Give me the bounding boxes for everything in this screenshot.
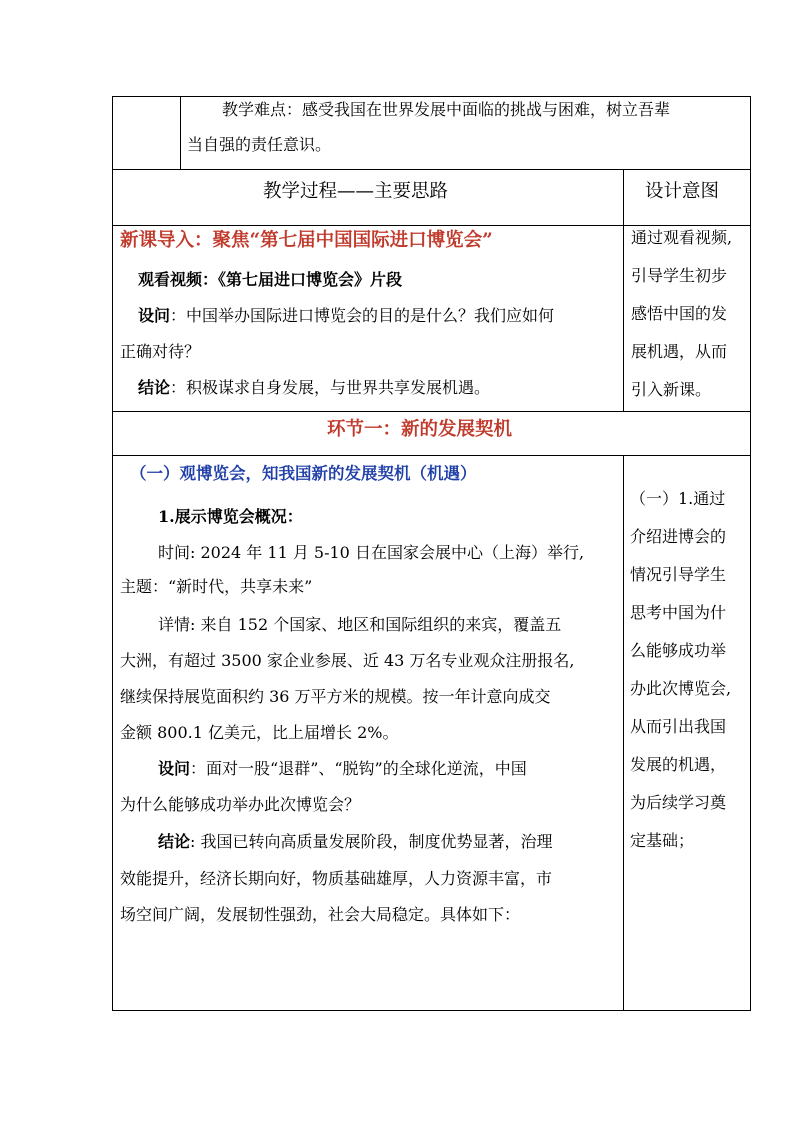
detail-label: 详情 [158, 615, 191, 634]
intent-line: 感悟中国的发 [631, 304, 728, 323]
table-border-left [112, 96, 113, 1011]
table-col-divider [623, 455, 624, 1011]
conclusion-text: : 我国已转向高质量发展阶段，制度优势显著，治理 [190, 832, 553, 851]
intro-video [138, 270, 402, 290]
intro-question-line-1 [138, 306, 554, 326]
part1-time [158, 543, 584, 563]
part1-detail-line-4: 金额 800.1 亿美元，比上届增长 2%。 [120, 723, 399, 742]
intent-line: 思考中国为什 [630, 603, 727, 622]
intent-line: 发展的机遇， [630, 755, 727, 774]
part1-detail-line-3: 继续保持展览面积约 36 万平方米的规模。按一年计意向成交 [120, 687, 551, 706]
intent-line: 么能够成功举 [630, 641, 727, 660]
intent-line: 介绍进博会的 [630, 527, 727, 546]
table-row-divider [112, 225, 751, 226]
question-label: 设问 [158, 759, 191, 778]
section-title: 环节一：新的发展契机 [327, 419, 513, 440]
intro-title: 新课导入：聚焦“第七届中国国际进口博览会” [120, 230, 493, 251]
table-col-divider [180, 96, 181, 170]
intent-line: 引导学生初步 [631, 266, 728, 285]
time-text: : 2024 年 11 月 5-10 日在国家会展中心（上海）举行, [190, 543, 585, 562]
part1-intent [630, 489, 748, 869]
time-label: 时间 [158, 543, 191, 562]
part1-detail-line-2: 大洲，有超过 3500 家企业参展、近 43 万名专业观众注册报名, [120, 651, 575, 670]
conclusion-text: ：积极谋求自身发展，与世界共享发展机遇。 [170, 378, 491, 397]
conclusion-label: 结论 [158, 832, 191, 851]
table-border-right [750, 96, 751, 1011]
intro-intent [631, 228, 749, 418]
intro-conclusion [138, 378, 490, 398]
intent-line: 办此次博览会, [630, 679, 732, 698]
difficulty-line-1: 教学难点：感受我国在世界发展中面临的挑战与困难，树立吾辈 [222, 100, 671, 119]
part1-question-line-1 [158, 759, 527, 779]
header-intent: 设计意图 [645, 181, 720, 202]
table-row-divider [112, 455, 751, 456]
table-border-top [112, 96, 751, 97]
part1-subtitle: 1.展示博览会概况： [158, 507, 303, 526]
part1-conclusion-line-1 [158, 832, 553, 852]
table-col-divider [623, 169, 624, 412]
intent-line: 引入新课。 [631, 380, 712, 399]
intent-line: 定基础； [630, 831, 695, 850]
part1-conclusion-line-3: 场空间广阔，发展韧性强劲，社会大局稳定。具体如下： [120, 905, 521, 924]
question-label: 设问 [138, 306, 171, 325]
part1-question-line-2: 为什么能够成功举办此次博览会？ [120, 795, 361, 814]
difficulty-line-2: 当自强的责任意识。 [187, 135, 332, 154]
conclusion-label: 结论 [138, 378, 171, 397]
part1-title: （一）观博览会，知我国新的发展契机（机遇） [130, 464, 477, 483]
intent-line: 为后续学习奠 [630, 793, 727, 812]
video-text: 《第七届进口博览会》片段 [218, 270, 403, 289]
table-border-bottom [112, 1010, 751, 1011]
part1-detail-line-1 [158, 615, 561, 635]
detail-text: : 来自 152 个国家、地区和国际组织的来宾，覆盖五 [190, 615, 562, 634]
question-text: ：中国举办国际进口博览会的目的是什么？我们应如何 [170, 306, 555, 325]
header-process: 教学过程——主要思路 [263, 181, 449, 202]
intent-line: 通过观看视频, [631, 228, 733, 247]
question-text: ：面对一股“退群”、“脱钩”的全球化逆流，中国 [190, 759, 527, 778]
intent-line: 情况引导学生 [630, 565, 727, 584]
part1-conclusion-line-2: 效能提升，经济长期向好，物质基础雄厚，人力资源丰富，市 [120, 869, 553, 888]
table-row-divider [112, 169, 751, 170]
part1-theme: 主题：“新时代，共享未来” [120, 577, 313, 596]
intent-line: 从而引出我国 [630, 717, 727, 736]
video-label: 观看视频： [138, 270, 219, 289]
intent-line: 展机遇，从而 [631, 342, 728, 361]
intent-line: （一）1.通过 [630, 489, 726, 508]
intro-question-line-2: 正确对待？ [120, 342, 201, 361]
